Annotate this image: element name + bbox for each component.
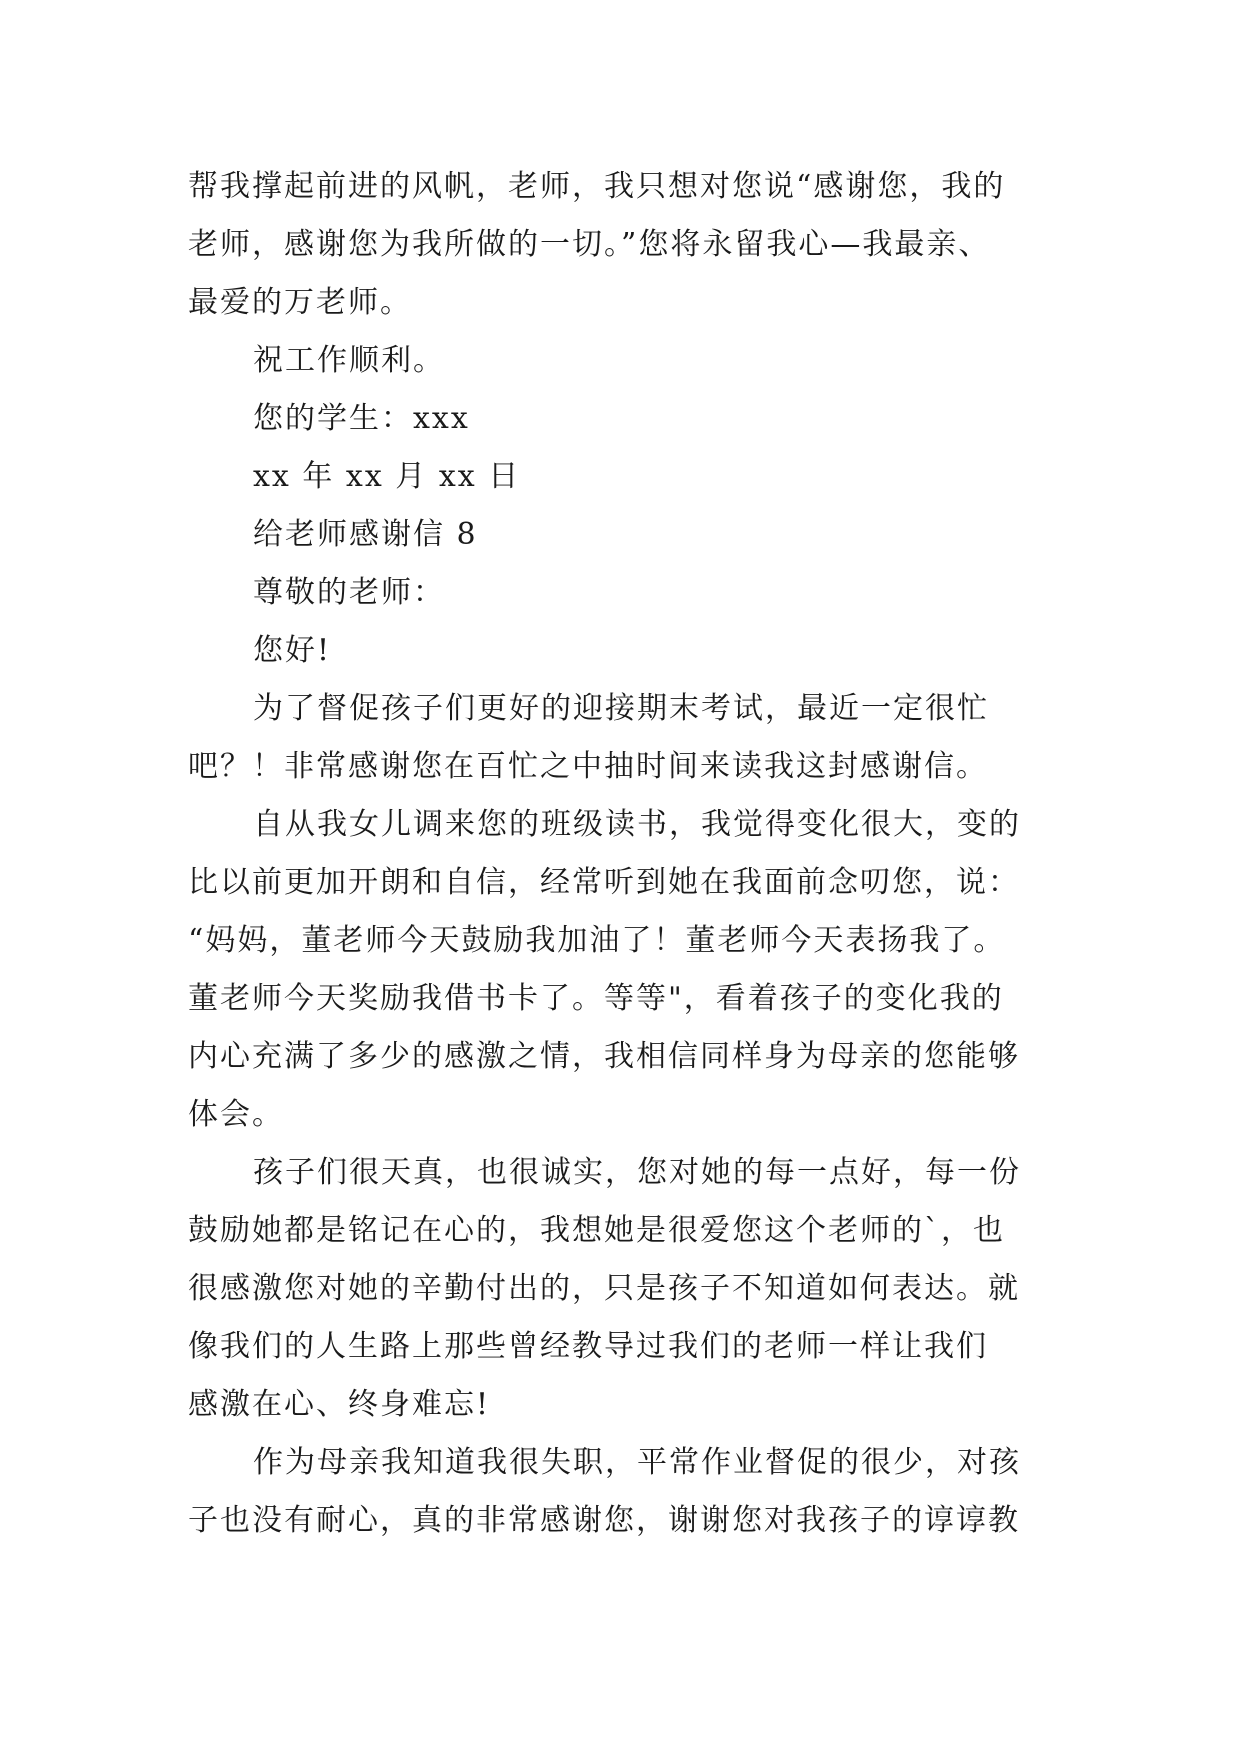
text-line: 子也没有耐心，真的非常感谢您，谢谢您对我孩子的谆谆教 bbox=[188, 1503, 1020, 1538]
text-line: 体会。 bbox=[188, 1097, 284, 1132]
text-line: 为了督促孩子们更好的迎接期末考试，最近一定很忙 bbox=[253, 691, 989, 726]
text-line: 吧？！非常感谢您在百忙之中抽时间来读我这封感谢信。 bbox=[188, 749, 988, 784]
text-line: 老师，感谢您为我所做的一切。”您将永留我心—我最亲、 bbox=[188, 227, 991, 262]
text-line: 自从我女儿调来您的班级读书，我觉得变化很大，变的 bbox=[253, 807, 1021, 842]
date-line: xx 年 xx 月 xx 日 bbox=[253, 459, 521, 494]
text-line: 作为母亲我知道我很失职，平常作业督促的很少，对孩 bbox=[253, 1445, 1021, 1480]
letter-body bbox=[188, 158, 1060, 1550]
text-line: 鼓励她都是铭记在心的，我想她是很爱您这个老师的`，也 bbox=[188, 1213, 1005, 1248]
text-line: 很感激您对她的辛勤付出的，只是孩子不知道如何表达。就 bbox=[188, 1271, 1020, 1306]
text-line: 内心充满了多少的感激之情，我相信同样身为母亲的您能够 bbox=[188, 1039, 1020, 1074]
text-line: “妈妈，董老师今天鼓励我加油了！董老师今天表扬我了。 bbox=[188, 923, 1006, 958]
text-line: 董老师今天奖励我借书卡了。等等"，看着孩子的变化我的 bbox=[188, 981, 1004, 1016]
signature: 您的学生：xxx bbox=[253, 401, 470, 436]
text-line: 孩子们很天真，也很诚实，您对她的每一点好，每一份 bbox=[253, 1155, 1021, 1190]
section-title: 给老师感谢信 8 bbox=[253, 517, 478, 552]
text-line: 比以前更加开朗和自信，经常听到她在我面前念叨您，说： bbox=[188, 865, 1020, 900]
text-line: 像我们的人生路上那些曾经教导过我们的老师一样让我们 bbox=[188, 1329, 988, 1364]
salutation: 尊敬的老师： bbox=[253, 575, 445, 610]
text-line: 感激在心、终身难忘! bbox=[188, 1387, 491, 1422]
text-line: 最爱的万老师。 bbox=[188, 285, 412, 320]
text-line: 帮我撑起前进的风帆，老师，我只想对您说“感谢您，我的 bbox=[188, 169, 1006, 204]
greeting: 您好! bbox=[253, 633, 332, 668]
closing-wish: 祝工作顺利。 bbox=[253, 343, 445, 378]
